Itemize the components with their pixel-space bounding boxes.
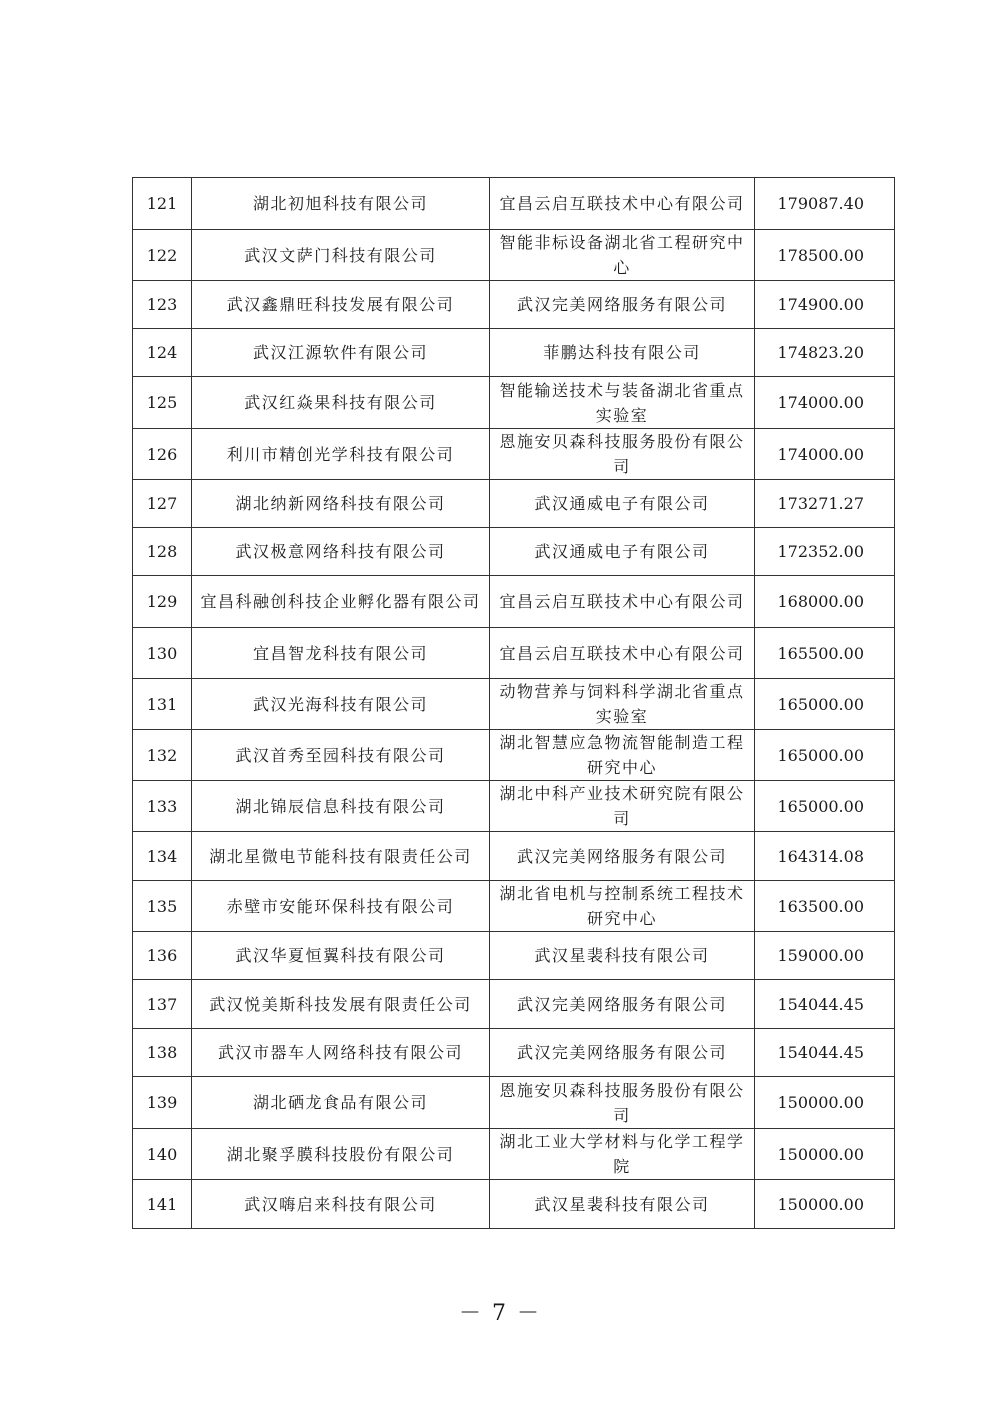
partner-name: 恩施安贝森科技服务股份有限公司 xyxy=(490,429,755,480)
amount: 154044.45 xyxy=(755,980,895,1029)
partner-name: 武汉完美网络服务有限公司 xyxy=(490,1029,755,1077)
amount: 150000.00 xyxy=(755,1077,895,1129)
partner-name: 湖北中科产业技术研究院有限公司 xyxy=(490,781,755,832)
partner-name: 智能输送技术与装备湖北省重点实验室 xyxy=(490,377,755,429)
row-number: 126 xyxy=(133,429,192,480)
partner-name: 宜昌云启互联技术中心有限公司 xyxy=(490,576,755,628)
partner-name: 湖北工业大学材料与化学工程学院 xyxy=(490,1129,755,1180)
company-name: 武汉文萨门科技有限公司 xyxy=(192,230,490,281)
partner-name: 宜昌云启互联技术中心有限公司 xyxy=(490,178,755,230)
row-number: 128 xyxy=(133,528,192,576)
company-name: 武汉市器车人网络科技有限公司 xyxy=(192,1029,490,1077)
partner-name: 湖北智慧应急物流智能制造工程研究中心 xyxy=(490,730,755,781)
table-row xyxy=(133,1077,895,1129)
company-name: 宜昌科融创科技企业孵化器有限公司 xyxy=(192,576,490,628)
company-name: 宜昌智龙科技有限公司 xyxy=(192,628,490,679)
table-row xyxy=(133,230,895,281)
row-number: 131 xyxy=(133,679,192,730)
table-row xyxy=(133,1029,895,1077)
amount: 163500.00 xyxy=(755,881,895,932)
partner-name: 恩施安贝森科技服务股份有限公司 xyxy=(490,1077,755,1129)
amount: 173271.27 xyxy=(755,480,895,528)
partner-name: 武汉完美网络服务有限公司 xyxy=(490,281,755,329)
company-name: 武汉首秀至园科技有限公司 xyxy=(192,730,490,781)
partner-name: 动物营养与饲料科学湖北省重点实验室 xyxy=(490,679,755,730)
company-name: 湖北硒龙食品有限公司 xyxy=(192,1077,490,1129)
company-name: 湖北聚孚膜科技股份有限公司 xyxy=(192,1129,490,1180)
amount: 178500.00 xyxy=(755,230,895,281)
row-number: 140 xyxy=(133,1129,192,1180)
row-number: 141 xyxy=(133,1180,192,1229)
table-row xyxy=(133,881,895,932)
company-name: 湖北锦辰信息科技有限公司 xyxy=(192,781,490,832)
row-number: 122 xyxy=(133,230,192,281)
partner-name: 武汉星裴科技有限公司 xyxy=(490,932,755,980)
company-name: 武汉悦美斯科技发展有限责任公司 xyxy=(192,980,490,1029)
row-number: 125 xyxy=(133,377,192,429)
partner-name: 武汉通威电子有限公司 xyxy=(490,528,755,576)
table-row xyxy=(133,281,895,329)
company-name: 武汉鑫鼎旺科技发展有限公司 xyxy=(192,281,490,329)
table-row xyxy=(133,679,895,730)
amount: 159000.00 xyxy=(755,932,895,980)
table-row xyxy=(133,576,895,628)
table-row xyxy=(133,429,895,480)
row-number: 129 xyxy=(133,576,192,628)
amount: 179087.40 xyxy=(755,178,895,230)
table-row xyxy=(133,377,895,429)
amount: 150000.00 xyxy=(755,1180,895,1229)
amount: 165000.00 xyxy=(755,730,895,781)
row-number: 123 xyxy=(133,281,192,329)
amount: 174000.00 xyxy=(755,377,895,429)
amount: 164314.08 xyxy=(755,832,895,881)
partner-name: 湖北省电机与控制系统工程技术研究中心 xyxy=(490,881,755,932)
row-number: 130 xyxy=(133,628,192,679)
row-number: 139 xyxy=(133,1077,192,1129)
row-number: 136 xyxy=(133,932,192,980)
table-row xyxy=(133,628,895,679)
amount: 174900.00 xyxy=(755,281,895,329)
row-number: 127 xyxy=(133,480,192,528)
table-row xyxy=(133,781,895,832)
company-name: 武汉红焱果科技有限公司 xyxy=(192,377,490,429)
company-name: 武汉光海科技有限公司 xyxy=(192,679,490,730)
row-number: 124 xyxy=(133,329,192,377)
row-number: 137 xyxy=(133,980,192,1029)
row-number: 135 xyxy=(133,881,192,932)
partner-name: 武汉完美网络服务有限公司 xyxy=(490,980,755,1029)
table-body xyxy=(133,178,895,1229)
partner-name: 武汉通威电子有限公司 xyxy=(490,480,755,528)
company-name: 武汉江源软件有限公司 xyxy=(192,329,490,377)
amount: 165500.00 xyxy=(755,628,895,679)
company-name: 湖北星微电节能科技有限责任公司 xyxy=(192,832,490,881)
contract-table xyxy=(132,177,895,1229)
amount: 150000.00 xyxy=(755,1129,895,1180)
page-number: － 7 － xyxy=(459,1301,541,1326)
partner-name: 智能非标设备湖北省工程研究中心 xyxy=(490,230,755,281)
table-row xyxy=(133,730,895,781)
amount: 165000.00 xyxy=(755,781,895,832)
company-name: 湖北初旭科技有限公司 xyxy=(192,178,490,230)
amount: 154044.45 xyxy=(755,1029,895,1077)
table-row xyxy=(133,1180,895,1229)
amount: 172352.00 xyxy=(755,528,895,576)
company-name: 武汉嗨启来科技有限公司 xyxy=(192,1180,490,1229)
table-row xyxy=(133,178,895,230)
company-name: 湖北纳新网络科技有限公司 xyxy=(192,480,490,528)
partner-name: 宜昌云启互联技术中心有限公司 xyxy=(490,628,755,679)
amount: 174823.20 xyxy=(755,329,895,377)
row-number: 132 xyxy=(133,730,192,781)
table-row xyxy=(133,480,895,528)
partner-name: 武汉完美网络服务有限公司 xyxy=(490,832,755,881)
amount: 174000.00 xyxy=(755,429,895,480)
row-number: 121 xyxy=(133,178,192,230)
table-row xyxy=(133,932,895,980)
table-row xyxy=(133,329,895,377)
table-row xyxy=(133,980,895,1029)
row-number: 138 xyxy=(133,1029,192,1077)
row-number: 133 xyxy=(133,781,192,832)
row-number: 134 xyxy=(133,832,192,881)
company-name: 利川市精创光学科技有限公司 xyxy=(192,429,490,480)
amount: 168000.00 xyxy=(755,576,895,628)
table-row xyxy=(133,832,895,881)
table-row xyxy=(133,528,895,576)
partner-name: 武汉星裴科技有限公司 xyxy=(490,1180,755,1229)
partner-name: 菲鹏达科技有限公司 xyxy=(490,329,755,377)
amount: 165000.00 xyxy=(755,679,895,730)
company-name: 武汉极意网络科技有限公司 xyxy=(192,528,490,576)
company-name: 武汉华夏恒翼科技有限公司 xyxy=(192,932,490,980)
company-name: 赤壁市安能环保科技有限公司 xyxy=(192,881,490,932)
table-row xyxy=(133,1129,895,1180)
